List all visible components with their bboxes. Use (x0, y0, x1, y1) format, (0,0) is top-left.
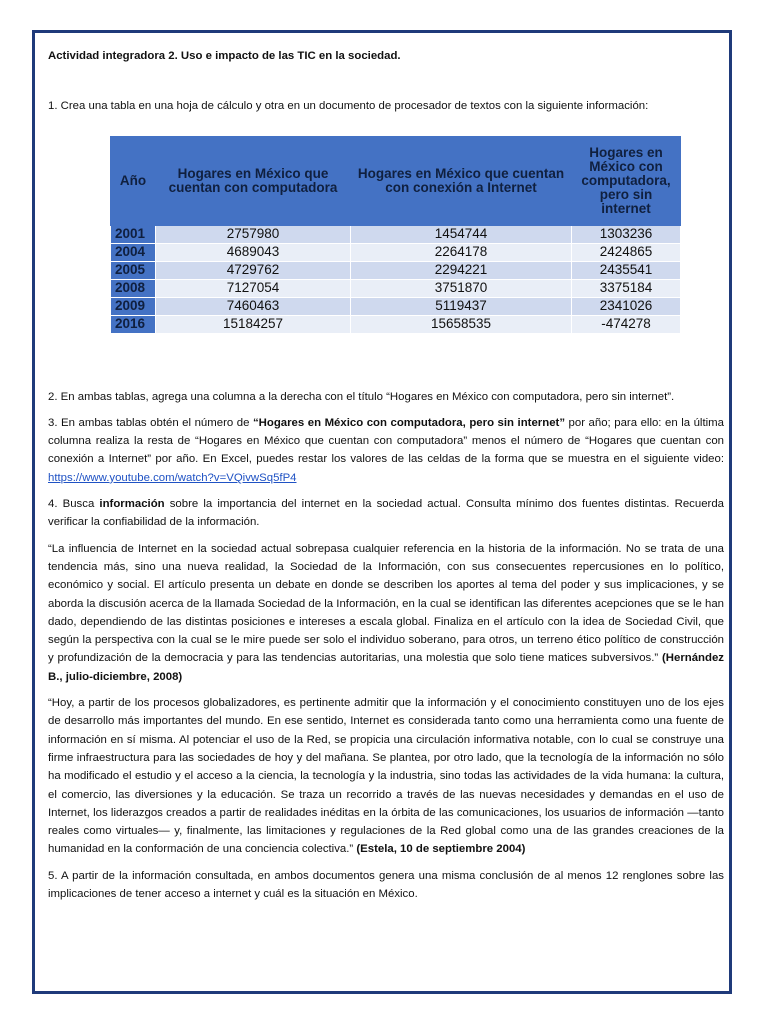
cell-computers: 4729762 (156, 261, 351, 279)
step-2 (48, 388, 724, 406)
table-row (111, 297, 681, 315)
step-1-text: 1. Crea una tabla en una hoja de cálculo y otra en un documento de procesador de textos con la siguiente información: (48, 100, 649, 113)
cell-year: 2009 (111, 297, 156, 315)
header-computers: Hogares en México que cuentan con computadora (156, 136, 351, 225)
cell-computers: 2757980 (156, 225, 351, 243)
cell-internet: 1454744 (351, 225, 572, 243)
quote-1-text: “La influencia de Internet en la sociedad actual sobrepasa cualquier referencia en la historia de la información. No se trata de una tendencia más, sino una nueva realidad, la Sociedad de la Información, con sus consecuentes repercusiones en lo político, económico y social. El artículo presenta un debate en donde se describen los aportes al tema del poder y sus implicaciones, y se aborda la discusión acerca de la llamada Sociedad de la Información, en la cual se identifican las diferentes acepciones que se le han dado, dependiendo de las distintas posiciones e intereses a escala global. Finaliza en el artículo con la idea de Sociedad Civil, que según la perspectiva con la cual se le mire puede ser solo el individuo soberano, para otros, un terreno ético político de construcción y profundización de la democracia y para las tendencias autoritarias, una molestia que solo tiene matices subversivos.” (48, 542, 724, 665)
header-no-internet: Hogares en México con computadora, pero sin internet (572, 136, 681, 225)
document-title: Actividad integradora 2. Uso e impacto de las TIC en la sociedad. (48, 50, 401, 62)
cell-internet: 15658535 (351, 315, 572, 333)
table-row (111, 225, 681, 243)
quote-1-citation: (Hernández B., julio-diciembre, 2008) (48, 652, 724, 683)
step-2-text: 2. En ambas tablas, agrega una columna a la derecha con el título “Hogares en México con computadora, pero sin internet”. (48, 390, 675, 403)
cell-no-internet: 2424865 (572, 243, 681, 261)
cell-year: 2008 (111, 279, 156, 297)
step-3-suffix: por año; para ello: en la última columna realiza la resta de “Hogares en México que cuentan con computadora” menos el número de “Hogares que cuentan con conexión a Internet” por año. En Excel, puedes restar los valores de las celdas de la forma que se muestra en el siguiente video: (48, 416, 724, 466)
table-row (111, 315, 681, 333)
table-header-row (111, 136, 681, 225)
cell-year: 2001 (111, 225, 156, 243)
step-3 (48, 414, 724, 487)
cell-no-internet: 2341026 (572, 297, 681, 315)
quote-2-text: “Hoy, a partir de los procesos globalizadores, es pertinente admitir que la información y el conocimiento constituyen uno de los ejes de desarrollo más importantes del mundo. En ese sentido, Internet es considerada tanto como una herramienta como una fuente de información en sí misma. Al potenciar el uso de la Red, se propicia una circulación informativa notable, con lo cual se construye una firme infraestructura para las sociedades de hoy y del mañana. Se plantea, por otro lado, que la tecnología de la información no sólo ha modificado el estudio y el acceso a la ciencia, la tecnología y la industria, sino todas las actividades de la vida humana: la cultura, el comercio, las diversiones y la educación. Se traza un recorrido a través de las nuevas necesidades y demandas en el uso de Internet, los liderazgos creados a partir de realidades inéditas en la órbita de las comunicaciones, los usuarios de información —tanto reales como virtuales— y, finalmente, las limitaciones y regulaciones de la Red global como una de las grandes creaciones de la humanidad en la conformación de una conciencia colectiva.” (48, 697, 724, 856)
quote-1 (48, 540, 724, 686)
table-row (111, 261, 681, 279)
step-3-prefix: 3. En ambas tablas obtén el número de (48, 416, 253, 429)
cell-internet: 3751870 (351, 279, 572, 297)
document-body (48, 43, 724, 903)
step-4-suffix: sobre la importancia del internet en la sociedad actual. Consulta mínimo dos fuentes distintas. Recuerda verificar la confiabilidad de la información. (48, 498, 724, 529)
cell-year: 2016 (111, 315, 156, 333)
table-row (111, 279, 681, 297)
cell-internet: 5119437 (351, 297, 572, 315)
cell-no-internet: -474278 (572, 315, 681, 333)
youtube-video-link[interactable]: https://www.youtube.com/watch?v=VQivwSq5fP4 (48, 471, 297, 484)
cell-internet: 2294221 (351, 261, 572, 279)
step-3-bold: “Hogares en México con computadora, pero sin internet” (252, 416, 566, 429)
cell-no-internet: 1303236 (572, 225, 681, 243)
quote-2-citation: (Estela, 10 de septiembre 2004) (356, 843, 526, 856)
cell-computers: 15184257 (156, 315, 351, 333)
cell-year: 2004 (111, 243, 156, 261)
step-4-prefix: 4. Busca (48, 498, 100, 511)
header-year: Año (111, 136, 156, 225)
cell-no-internet: 3375184 (572, 279, 681, 297)
quote-2 (48, 694, 724, 859)
step-5 (48, 867, 724, 904)
cell-computers: 4689043 (156, 243, 351, 261)
page-border (32, 30, 732, 994)
cell-computers: 7460463 (156, 297, 351, 315)
cell-no-internet: 2435541 (572, 261, 681, 279)
step-5-text: 5. A partir de la información consultada, en ambos documentos genera una misma conclusión de al menos 12 renglones sobre las implicaciones de tener acceso a internet y cuál es la situación en México. (48, 869, 724, 901)
households-table (110, 136, 681, 334)
step-4 (48, 495, 724, 532)
cell-internet: 2264178 (351, 243, 572, 261)
cell-computers: 7127054 (156, 279, 351, 297)
table-row (111, 243, 681, 261)
step-4-bold: información (99, 498, 165, 511)
cell-year: 2005 (111, 261, 156, 279)
step-1 (48, 97, 724, 115)
header-internet: Hogares en México que cuentan con conexión a Internet (351, 136, 572, 225)
